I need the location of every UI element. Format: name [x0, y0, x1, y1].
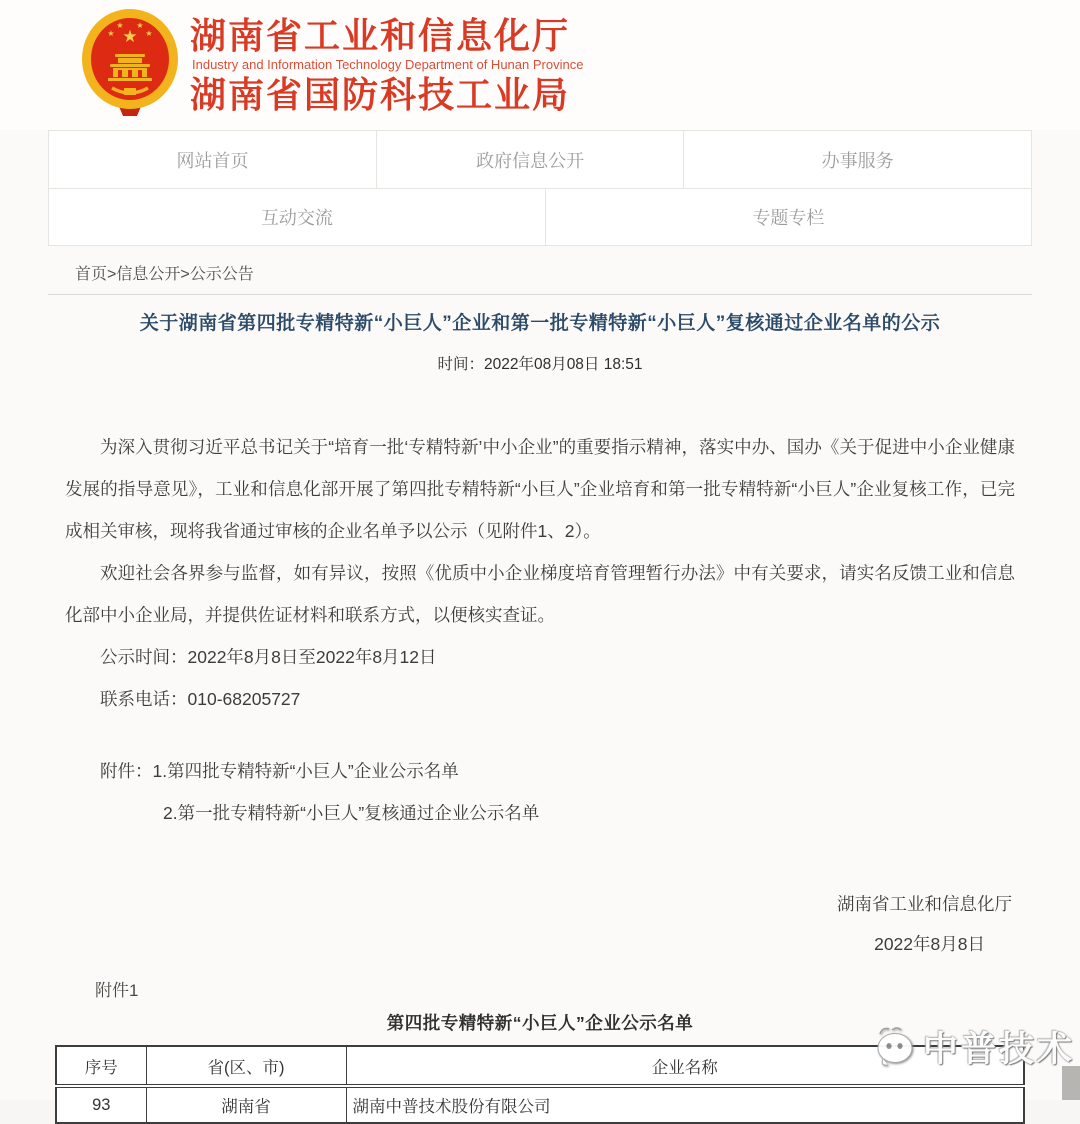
- paragraph-1: 为深入贯彻习近平总书记关于“培育一批‘专精特新’中小企业”的重要指示精神，落实中办、国办《关于促进中小企业健康发展的指导意见》，工业和信息化部开展了第四批专精特新“小巨人”企业培育和第一批专精特新“小巨人”企业复核工作，已完成相关审核，现将我省通过审核的企业名单予以公示（见附件1、2）。: [65, 437, 1015, 541]
- article: [48, 308, 1032, 1124]
- watermark-text: 中普技术: [923, 1030, 1076, 1069]
- signature-block: [48, 892, 1032, 956]
- attachment-item-2: 2.第一批专精特新“小巨人”复核通过企业公示名单: [163, 803, 540, 823]
- attachments-label: 附件：: [100, 761, 153, 781]
- breadcrumb-divider: [48, 294, 1032, 295]
- svg-text:★: ★: [107, 29, 115, 38]
- table-header-row: [56, 1046, 1024, 1086]
- svg-text:★: ★: [145, 29, 153, 38]
- attachment-item-1: 1.第四批专精特新“小巨人”企业公示名单: [152, 761, 459, 781]
- nav-item-home[interactable]: 网站首页: [49, 131, 377, 188]
- org-name-cn-2: 湖南省国防科技工业局: [190, 74, 571, 115]
- annex-table-title: 第四批专精特新“小巨人”企业公示名单: [386, 1013, 694, 1033]
- attachment-line-2: [65, 792, 1015, 834]
- paragraph-2: 欢迎社会各界参与监督，如有异议，按照《优质中小企业梯度培育管理暂行办法》中有关要求，请实名反馈工业和信息化部中小企业局，并提供佐证材料和联系方式，以便核实查证。: [65, 563, 1015, 625]
- signature-date: 2022年8月8日: [874, 934, 985, 954]
- header-seq: 序号: [56, 1046, 146, 1086]
- notice-period: 公示时间：2022年8月8日至2022年8月12日: [100, 647, 437, 667]
- org-names: [190, 16, 583, 115]
- header-company: 企业名称: [346, 1046, 1024, 1086]
- annex-table: [55, 1045, 1025, 1124]
- attachments: [48, 750, 1032, 834]
- org-name-en: Industry and Information Technology Department of Hunan Province: [192, 57, 584, 72]
- svg-text:★: ★: [116, 21, 124, 30]
- nav-item-gov-info[interactable]: 政府信息公开: [377, 131, 684, 188]
- contact-phone: 联系电话：010-68205727: [100, 689, 301, 709]
- org-name-cn-1: 湖南省工业和信息化厅: [190, 15, 571, 56]
- nav-item-services[interactable]: 办事服务: [821, 150, 894, 171]
- table-row: [56, 1086, 1024, 1123]
- header-province: 省(区、市): [146, 1046, 346, 1086]
- cell-company: 湖南中普技术股份有限公司: [346, 1086, 1024, 1123]
- nav-item-special-columns[interactable]: 专题专栏: [752, 208, 825, 228]
- nav-item-interaction[interactable]: 互动交流: [49, 189, 546, 245]
- china-national-emblem-icon: [78, 8, 182, 118]
- svg-text:★: ★: [122, 27, 138, 46]
- svg-text:★: ★: [136, 21, 144, 30]
- annex-table-header: [56, 1046, 1024, 1086]
- attachment-line-1: [65, 750, 1015, 792]
- annex-table-body: [56, 1086, 1024, 1123]
- signature-org: 湖南省工业和信息化厅: [837, 894, 1012, 914]
- nav-row-2: [49, 188, 1031, 245]
- scrollbar-fragment: [1062, 1066, 1080, 1100]
- nav-row-1: [49, 131, 1031, 188]
- cell-province: 湖南省: [146, 1086, 346, 1123]
- publish-time: 时间：2022年08月08日 18:51: [437, 356, 643, 373]
- cell-seq: 93: [56, 1086, 146, 1123]
- main-nav: [48, 130, 1032, 246]
- breadcrumb[interactable]: 首页>信息公开>公示公告: [75, 266, 254, 283]
- page-title: 关于湖南省第四批专精特新“小巨人”企业和第一批专精特新“小巨人”复核通过企业名单的公示: [139, 313, 941, 334]
- annex-label: 附件1: [95, 981, 139, 1000]
- site-header: [0, 0, 1080, 130]
